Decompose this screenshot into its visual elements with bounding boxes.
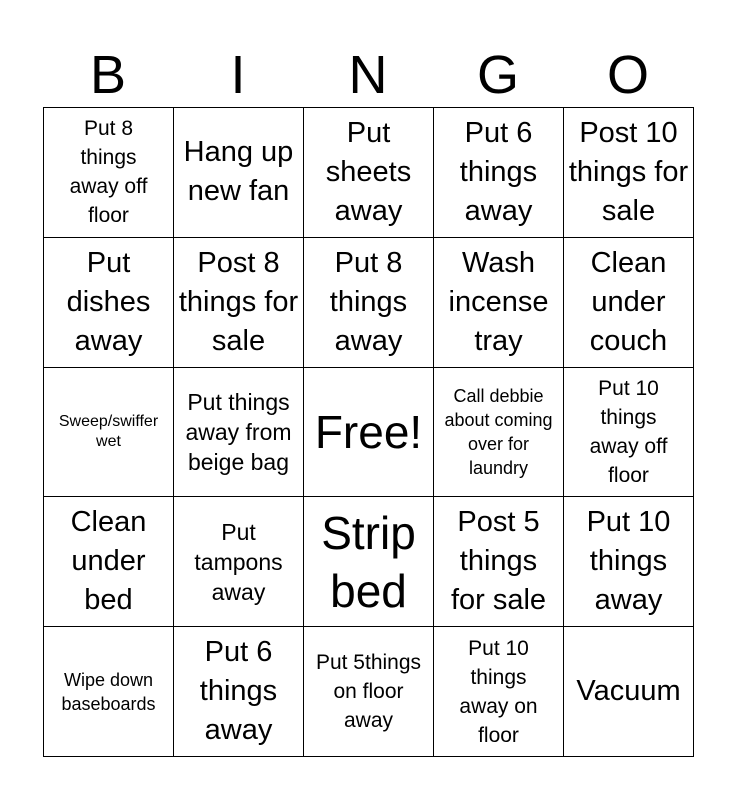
header-letter-i: I bbox=[230, 45, 246, 105]
header-letter-n: N bbox=[348, 45, 388, 105]
cell-text: Put sheets away bbox=[325, 116, 412, 227]
cell-text: Put 10 things away bbox=[586, 506, 671, 617]
cell-text: Put 10 things away off floor bbox=[589, 376, 668, 487]
cell-text: Put 5things on floor away bbox=[315, 651, 422, 733]
cell-text: Clean under bed bbox=[70, 506, 147, 617]
bingo-cell[interactable] bbox=[174, 627, 304, 757]
bingo-cell[interactable] bbox=[304, 238, 434, 368]
cell-text: Post 10 things for sale bbox=[568, 116, 689, 227]
bingo-cell[interactable] bbox=[564, 497, 694, 627]
bingo-cell[interactable] bbox=[44, 108, 174, 238]
bingo-cell[interactable] bbox=[174, 368, 304, 498]
bingo-cell[interactable] bbox=[174, 497, 304, 627]
bingo-cell[interactable] bbox=[434, 627, 564, 757]
cell-text: Wash incense tray bbox=[448, 246, 549, 357]
bingo-cell[interactable] bbox=[44, 238, 174, 368]
cell-text: Put things away from beige bag bbox=[185, 388, 292, 475]
bingo-cell[interactable] bbox=[44, 497, 174, 627]
bingo-cell[interactable] bbox=[304, 108, 434, 238]
bingo-cell[interactable] bbox=[304, 497, 434, 627]
bingo-cell[interactable] bbox=[44, 627, 174, 757]
bingo-cell[interactable] bbox=[564, 368, 694, 498]
cell-text: Post 5 things for sale bbox=[450, 506, 547, 617]
header-letter-o: O bbox=[606, 45, 649, 105]
cell-text: Put 8 things away off floor bbox=[69, 117, 148, 228]
cell-text: Put 10 things away on floor bbox=[459, 636, 538, 747]
bingo-header bbox=[43, 44, 693, 106]
header-letter-g: G bbox=[476, 45, 519, 105]
bingo-cell[interactable] bbox=[174, 238, 304, 368]
bingo-board bbox=[43, 107, 694, 757]
cell-text: Clean under couch bbox=[589, 246, 668, 357]
bingo-cell[interactable] bbox=[434, 108, 564, 238]
bingo-cell[interactable] bbox=[434, 368, 564, 498]
cell-text: Vacuum bbox=[576, 675, 681, 708]
cell-text: Put 6 things away bbox=[459, 116, 538, 227]
cell-text: Wipe down baseboards bbox=[61, 669, 156, 714]
bingo-cell[interactable] bbox=[434, 497, 564, 627]
bingo-cell[interactable] bbox=[44, 368, 174, 498]
bingo-cell-free[interactable] bbox=[304, 368, 434, 498]
cell-text: Strip bed bbox=[321, 506, 416, 617]
cell-text: Put 6 things away bbox=[199, 636, 278, 747]
bingo-cell[interactable] bbox=[174, 108, 304, 238]
header-letter-b: B bbox=[89, 45, 127, 105]
cell-text: Sweep/swiffer wet bbox=[58, 412, 159, 450]
cell-text: Free! bbox=[314, 405, 423, 458]
cell-text: Put dishes away bbox=[66, 246, 151, 357]
bingo-cell[interactable] bbox=[564, 238, 694, 368]
cell-text: Call debbie about coming over for laundry bbox=[444, 385, 553, 478]
cell-text: Put 8 things away bbox=[329, 246, 408, 357]
bingo-cell[interactable] bbox=[564, 108, 694, 238]
bingo-cell[interactable] bbox=[304, 627, 434, 757]
cell-text: Post 8 things for sale bbox=[178, 246, 299, 357]
cell-text: Hang up new fan bbox=[183, 136, 294, 208]
bingo-cell[interactable] bbox=[434, 238, 564, 368]
bingo-cell[interactable] bbox=[564, 627, 694, 757]
cell-text: Put tampons away bbox=[194, 518, 283, 605]
